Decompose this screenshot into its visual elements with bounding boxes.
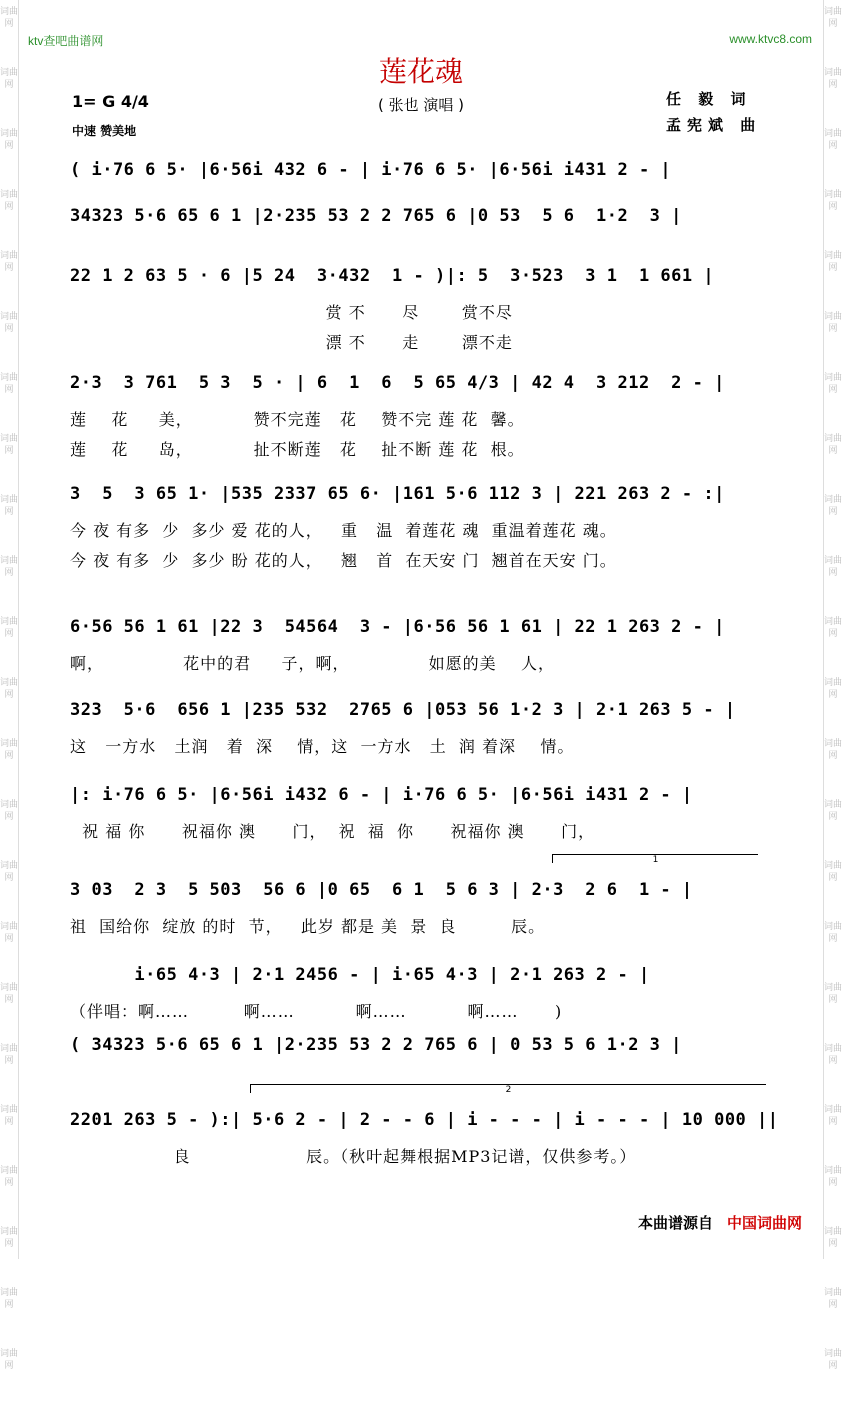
side-watermark-text: 词曲网 — [0, 800, 19, 822]
lyric-line-5-1: 今 夜 有多 少 多少 爱 花的人， 重 温 着莲花 魂 重温着莲花 魂。 — [70, 521, 617, 540]
lyric-line-6-1: 啊， 花中的君 子，啊， 如愿的美 人， — [70, 654, 556, 673]
notation-line-1: ( i·76 6 5· |6·56i 432 6 - | i·76 6 5· |6·56i i431 2 - | — [70, 160, 672, 180]
notation-line-9: 3 03 2 3 5 503 56 6 |0 65 6 1 5 6 3 | 2·3 2 6 1 - | — [70, 880, 693, 900]
volta-2 — [250, 1084, 766, 1093]
notation-line-4: 2·3 3 761 5 3 5 · | 6 1 6 5 65 4/3 | 42 4 3 212 2 - | — [70, 373, 725, 393]
site-name-left[interactable]: ktv查吧曲谱网 — [28, 34, 104, 48]
notation-line-6: 6·56 56 1 61 |22 3 54564 3 - |6·56 56 1 61 | 22 1 263 2 - | — [70, 617, 725, 637]
notation-line-7: 323 5·6 656 1 |235 532 2765 6 |053 56 1·2 3 | 2·1 263 5 - | — [70, 700, 736, 720]
side-watermark-text: 词曲网 — [824, 861, 842, 883]
side-watermark-text: 词曲网 — [0, 983, 19, 1005]
lyric-line-3-2: 漂 不 走 漂不走 — [70, 333, 513, 352]
side-watermark-text: 词曲网 — [824, 495, 842, 517]
side-watermark-text: 词曲网 — [0, 129, 19, 151]
side-watermark-text: 词曲网 — [824, 983, 842, 1005]
notation-line-8: |: i·76 6 5· |6·56i i432 6 - | i·76 6 5· |6·56i i431 2 - | — [70, 785, 693, 805]
side-watermark-text: 词曲网 — [0, 190, 19, 212]
side-watermark-text: 词曲网 — [824, 7, 842, 29]
volta-2-label: 2 — [505, 1085, 512, 1095]
side-watermark-text: 词曲网 — [824, 800, 842, 822]
side-watermark-text: 词曲网 — [0, 1166, 19, 1188]
source-label: 本曲谱源自 — [637, 1214, 713, 1232]
side-watermark-text: 词曲网 — [824, 739, 842, 761]
side-watermark-text: 词曲网 — [824, 922, 842, 944]
lyric-line-7-1: 这 一方水 土润 着 深 情，这 一方水 土 润 着深 情。 — [70, 737, 575, 756]
composer-credit: 孟宪斌 曲 — [666, 116, 762, 134]
song-title: 莲花魂 — [378, 55, 463, 88]
side-watermark-text: 词曲网 — [824, 129, 842, 151]
notation-line-3: 22 1 2 63 5 · 6 |5 24 3·432 1 - )|: 5 3·523 3 1 1 661 | — [70, 266, 715, 286]
side-watermark-text: 词曲网 — [824, 1044, 842, 1066]
side-watermark-text: 词曲网 — [824, 434, 842, 456]
side-watermark-text: 词曲网 — [0, 1105, 19, 1127]
side-watermark-text: 词曲网 — [0, 739, 19, 761]
volta-1 — [552, 854, 758, 863]
lyric-line-9-1: 祖 国给你 绽放 的时 节， 此岁 都是 美 景 良 辰。 — [70, 917, 546, 936]
lyric-line-8-1: 祝 福 你 祝福你 澳 门， 祝 福 你 祝福你 澳 门， — [70, 822, 596, 841]
side-watermark-text: 词曲网 — [824, 1166, 842, 1188]
side-watermark-text: 词曲网 — [0, 922, 19, 944]
notation-line-2: 34323 5·6 65 6 1 |2·235 53 2 2 765 6 |0 53 5 6 1·2 3 | — [70, 206, 682, 226]
side-watermark-text: 词曲网 — [0, 1349, 19, 1371]
lyric-line-5-2: 今 夜 有多 少 多少 盼 花的人， 翘 首 在天安 门 翘首在天安 门。 — [70, 551, 617, 570]
side-watermark-text: 词曲网 — [0, 495, 19, 517]
side-watermark-text: 词曲网 — [0, 68, 19, 90]
side-watermark-text: 词曲网 — [0, 434, 19, 456]
side-watermark-text: 词曲网 — [0, 251, 19, 273]
lyric-line-10-1: （伴唱：啊…… 啊…… 啊…… 啊…… ) — [70, 1002, 563, 1021]
side-watermark-text: 词曲网 — [824, 1105, 842, 1127]
site-url-right[interactable]: www.ktvc8.com — [729, 32, 812, 46]
side-watermark-text: 词曲网 — [824, 1349, 842, 1371]
side-watermark-text: 词曲网 — [824, 1288, 842, 1310]
tempo-marking: 中速 赞美地 — [72, 124, 137, 138]
lyric-line-4-1: 莲 花 美， 赞不完莲 花 赞不完 莲 花 馨。 — [70, 410, 525, 429]
source-name[interactable]: 中国词曲网 — [726, 1214, 802, 1232]
notation-line-5: 3 5 3 65 1· |535 2337 65 6· |161 5·6 112 3 | 221 263 2 - :| — [70, 484, 725, 504]
side-watermark-text: 词曲网 — [0, 861, 19, 883]
side-watermark-text: 词曲网 — [824, 617, 842, 639]
side-watermark-text: 词曲网 — [824, 190, 842, 212]
side-watermark-text: 词曲网 — [0, 373, 19, 395]
right-watermark-strip — [823, 0, 842, 1371]
side-watermark-text: 词曲网 — [0, 556, 19, 578]
side-watermark-text: 词曲网 — [0, 678, 19, 700]
side-watermark-text: 词曲网 — [0, 7, 19, 29]
source-footer — [638, 1212, 802, 1233]
lyric-line-12-1: 良 辰。（秋叶起舞根据MP3记谱，仅供参考。） — [70, 1147, 637, 1166]
side-watermark-text: 词曲网 — [824, 312, 842, 334]
notation-line-12: 2201 263 5 - ):| 5·6 2 - | 2 - - 6 | i - - - | i - - - | 10 000 || — [70, 1110, 779, 1130]
notation-line-11: ( 34323 5·6 65 6 1 |2·235 53 2 2 765 6 | 0 53 5 6 1·2 3 | — [70, 1035, 682, 1055]
side-watermark-text: 词曲网 — [824, 373, 842, 395]
side-watermark-text: 词曲网 — [824, 68, 842, 90]
side-watermark-text: 词曲网 — [824, 251, 842, 273]
side-watermark-text: 词曲网 — [0, 1044, 19, 1066]
lyric-line-4-2: 莲 花 岛， 扯不断莲 花 扯不断 莲 花 根。 — [70, 440, 525, 459]
lyric-line-3-1: 赏 不 尽 赏不尽 — [70, 303, 513, 322]
singer-credit: ( 张也 演唱 ) — [377, 96, 464, 114]
side-watermark-text: 词曲网 — [824, 556, 842, 578]
volta-1-label: 1 — [652, 855, 659, 865]
side-watermark-text: 词曲网 — [824, 678, 842, 700]
key-signature: 1= G 4/4 — [72, 92, 149, 111]
lyricist-credit: 任 毅 词 — [666, 90, 752, 108]
side-watermark-text: 词曲网 — [0, 1227, 19, 1249]
side-watermark-text: 词曲网 — [0, 617, 19, 639]
side-watermark-text: 词曲网 — [0, 312, 19, 334]
left-watermark-strip — [0, 0, 19, 1371]
notation-line-10: i·65 4·3 | 2·1 2456 - | i·65 4·3 | 2·1 263 2 - | — [70, 965, 650, 985]
side-watermark-text: 词曲网 — [0, 1288, 19, 1310]
side-watermark-text: 词曲网 — [824, 1227, 842, 1249]
